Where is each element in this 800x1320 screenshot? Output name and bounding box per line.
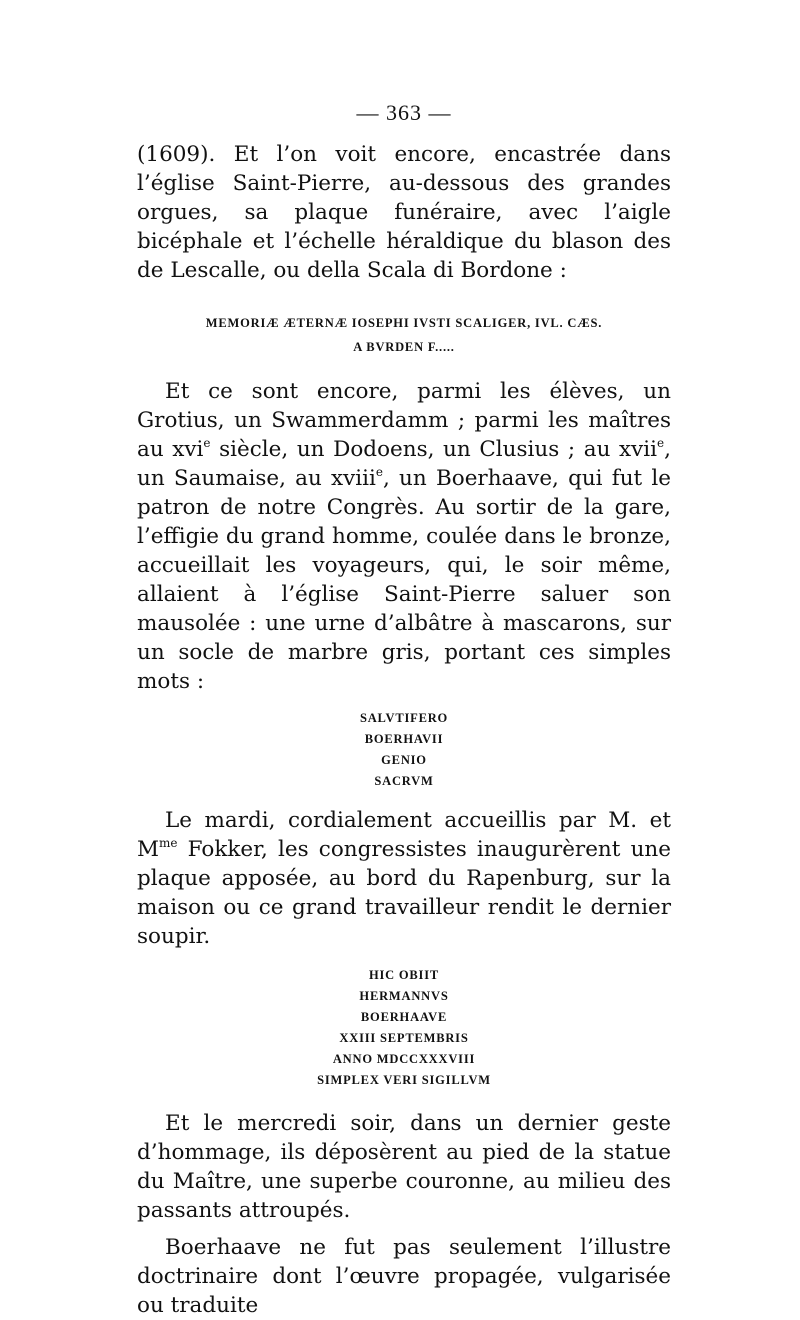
paragraph-text: Fokker, les congressistes inaugurèrent une plaque apposée, au bord du Rapenburg, sur la maison ou ce grand travailleur rendit le dernier soupir. (137, 837, 671, 949)
inscription-line: SALVTIFERO (359, 711, 449, 725)
inscription-scaliger (137, 311, 671, 359)
superscript: e (203, 436, 211, 450)
paragraph-boerhaave-doctrine: Boerhaave ne fut pas seulement l’illustre doctrinaire dont l’œuvre propagée, vulgarisée ou traduite (137, 1235, 671, 1318)
inscription-line: BOERHAAVE (360, 1010, 448, 1024)
paragraph-wreath: Et le mercredi soir, dans un dernier geste d’hommage, ils déposèrent au pied de la statue du Maître, une superbe couronne, au milieu des passants attroupés. (137, 1111, 671, 1223)
superscript: e (375, 465, 384, 479)
inscription-line: BOERHAVII (364, 732, 444, 746)
inscription-line: MEMORIÆ ÆTERNÆ IOSEPHI IVSTI SCALIGER, IVL. CÆS. (205, 316, 603, 330)
book-page (137, 100, 671, 1320)
paragraph-text: , un Boerhaave, qui fut le patron de notre Congrès. Au sortir de la gare, l’effigie du grand homme, coulée dans le bronze, accueillait les voyageurs, qui, le soir même, allaient à l’église Saint-Pierre saluer son mausolée : une urne d’albâtre à mascarons, sur un socle de marbre gris, portant ces simples mots : (137, 466, 671, 694)
paragraph-text: , un Saumaise, au xviii (137, 437, 671, 491)
superscript: e (657, 436, 665, 450)
inscription-boerhaave-mausoleum (137, 708, 671, 792)
paragraph-fokker (137, 806, 671, 951)
inscription-line: XXIII SEPTEMBRIS (339, 1031, 469, 1045)
inscription-line: SACRVM (374, 774, 434, 788)
inscription-line: SIMPLEX VERI SIGILLVM (317, 1073, 491, 1087)
paragraph-text: Le mardi, cordialement accueillis par M. et M (137, 808, 671, 862)
paragraph-text: Et ce sont encore, parmi les élèves, un Grotius, un Swammerdamm ; parmi les maîtres au xvi (137, 379, 671, 462)
inscription-line: HIC OBIIT (368, 968, 440, 982)
paragraph-grotius (137, 377, 671, 696)
inscription-line: HERMANNVS (359, 989, 449, 1003)
page-number: — 363 — (356, 100, 452, 125)
paragraph-scaliger: (1609). Et l’on voit encore, encastrée dans l’église Saint-Pierre, au-dessous des grandes orgues, sa plaque funéraire, avec l’aigle bicéphale et l’échelle héraldique du blason des de Lescalle, ou della Scala di Bordone : (137, 142, 671, 283)
inscription-line: ANNO MDCCXXXVIII (332, 1052, 476, 1066)
superscript: me (159, 836, 178, 850)
paragraph-text: siècle, un Dodoens, un Clusius ; au xvii (210, 437, 658, 462)
inscription-boerhaave-plaque (137, 965, 671, 1091)
inscription-line: A BVRDEN F..... (353, 340, 455, 354)
inscription-line: GENIO (381, 753, 427, 767)
